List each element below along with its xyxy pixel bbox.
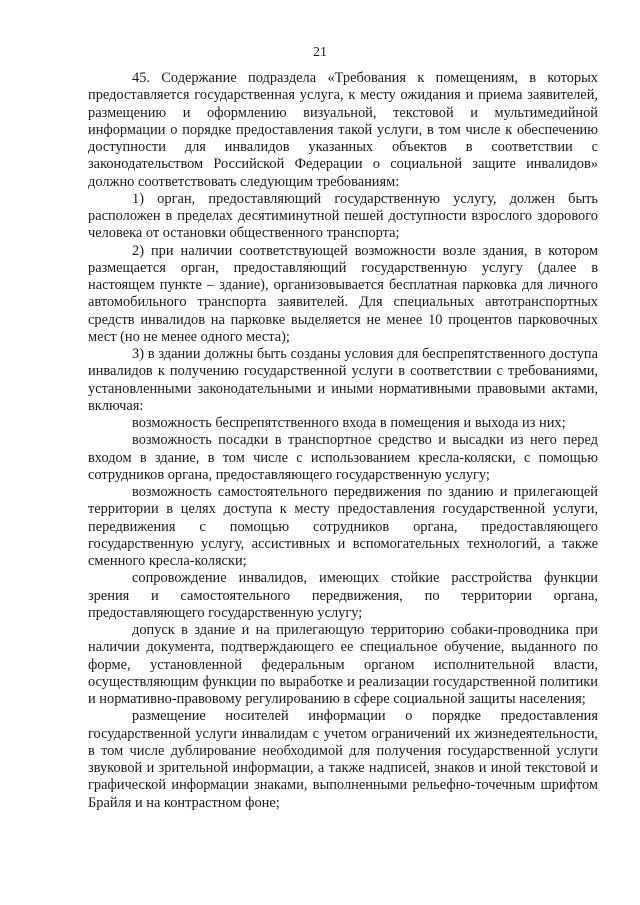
paragraph-item-3: 3) в здании должны быть созданы условия для беспрепятственного доступа инвалидов к получению государственной услуги в соответствии с требованиями, установленными законодательными и иными нормативными правовыми актами, включая: (88, 346, 598, 414)
paragraph-access-entry: возможность беспрепятственного входа в помещения и выхода из них; (132, 415, 566, 431)
paragraph-item-2: 2) при наличии соответствующей возможности возле здания, в котором размещается орган, предоставляющий государственную услугу (далее в настоящем пункте – здание), организовывается бесплатная парковка для личного автомобильного транспорта заявителей. Для специальных автотранспортных средств инвалидов на парковке выделяется не менее 10 процентов парковочных мест (но не менее одного места); (88, 242, 598, 345)
document-body (88, 70, 598, 812)
paragraph-45-intro: 45. Содержание подраздела «Требования к помещениям, в которых предоставляется государственная услуга, к месту ожидания и приема заявителей, размещению и оформлению визуальной, текстовой и мультимедийной информации о порядке предоставления такой услуги, в том числе к обеспечению доступности для инвалидов указанных объектов в соответствии с законодательством Российской Федерации о социальной защите инвалидов» должно соответствовать следующим требованиям: (88, 70, 598, 190)
page-number: 21 (313, 45, 327, 60)
paragraph-escort-visually-impaired: сопровождение инвалидов, имеющих стойкие расстройства функции зрения и самостоятельного передвижения, по территории органа, предоставляющего государственную услугу; (88, 570, 598, 621)
paragraph-independent-movement: возможность самостоятельного передвижения по зданию и прилегающей территории в целях доступа к месту предоставления государственной услуги, передвижения с помощью сотрудников органа, предоставляющего государственную услугу, ассистивных и вспомогательных технологий, а также сменного кресла-коляски; (88, 484, 598, 569)
paragraph-information-placement: размещение носителей информации о порядке предоставления государственной услуги инвалидам с учетом ограничений их жизнедеятельности, в том числе дублирование необходимой для получения государственной услуги звуковой и зрительной информации, а также надписей, знаков и иной текстовой и графической информации знаками, выполненными рельефно-точечным шрифтом Брайля и на контрастном фоне; (88, 708, 598, 811)
paragraph-item-1: 1) орган, предоставляющий государственную услугу, должен быть расположен в пределах десятиминутной пешей доступности взрослого здорового человека от остановки общественного транспорта; (88, 190, 598, 242)
paragraph-boarding-transport: возможность посадки в транспортное средство и высадки из него перед входом в здание, в том числе с использованием кресла-коляски, с помощью сотрудников органа, предоставляющего государственную услугу; (88, 432, 598, 483)
paragraph-guide-dog-access: допуск в здание и на прилегающую территорию собаки-проводника при наличии документа, подтверждающего ее специальное обучение, выданного по форме, установленной федеральным органом исполнительной власти, осуществляющим функции по выработке и реализации государственной политики и нормативно-правовому регулированию в сфере социальной защиты населения; (88, 622, 598, 707)
